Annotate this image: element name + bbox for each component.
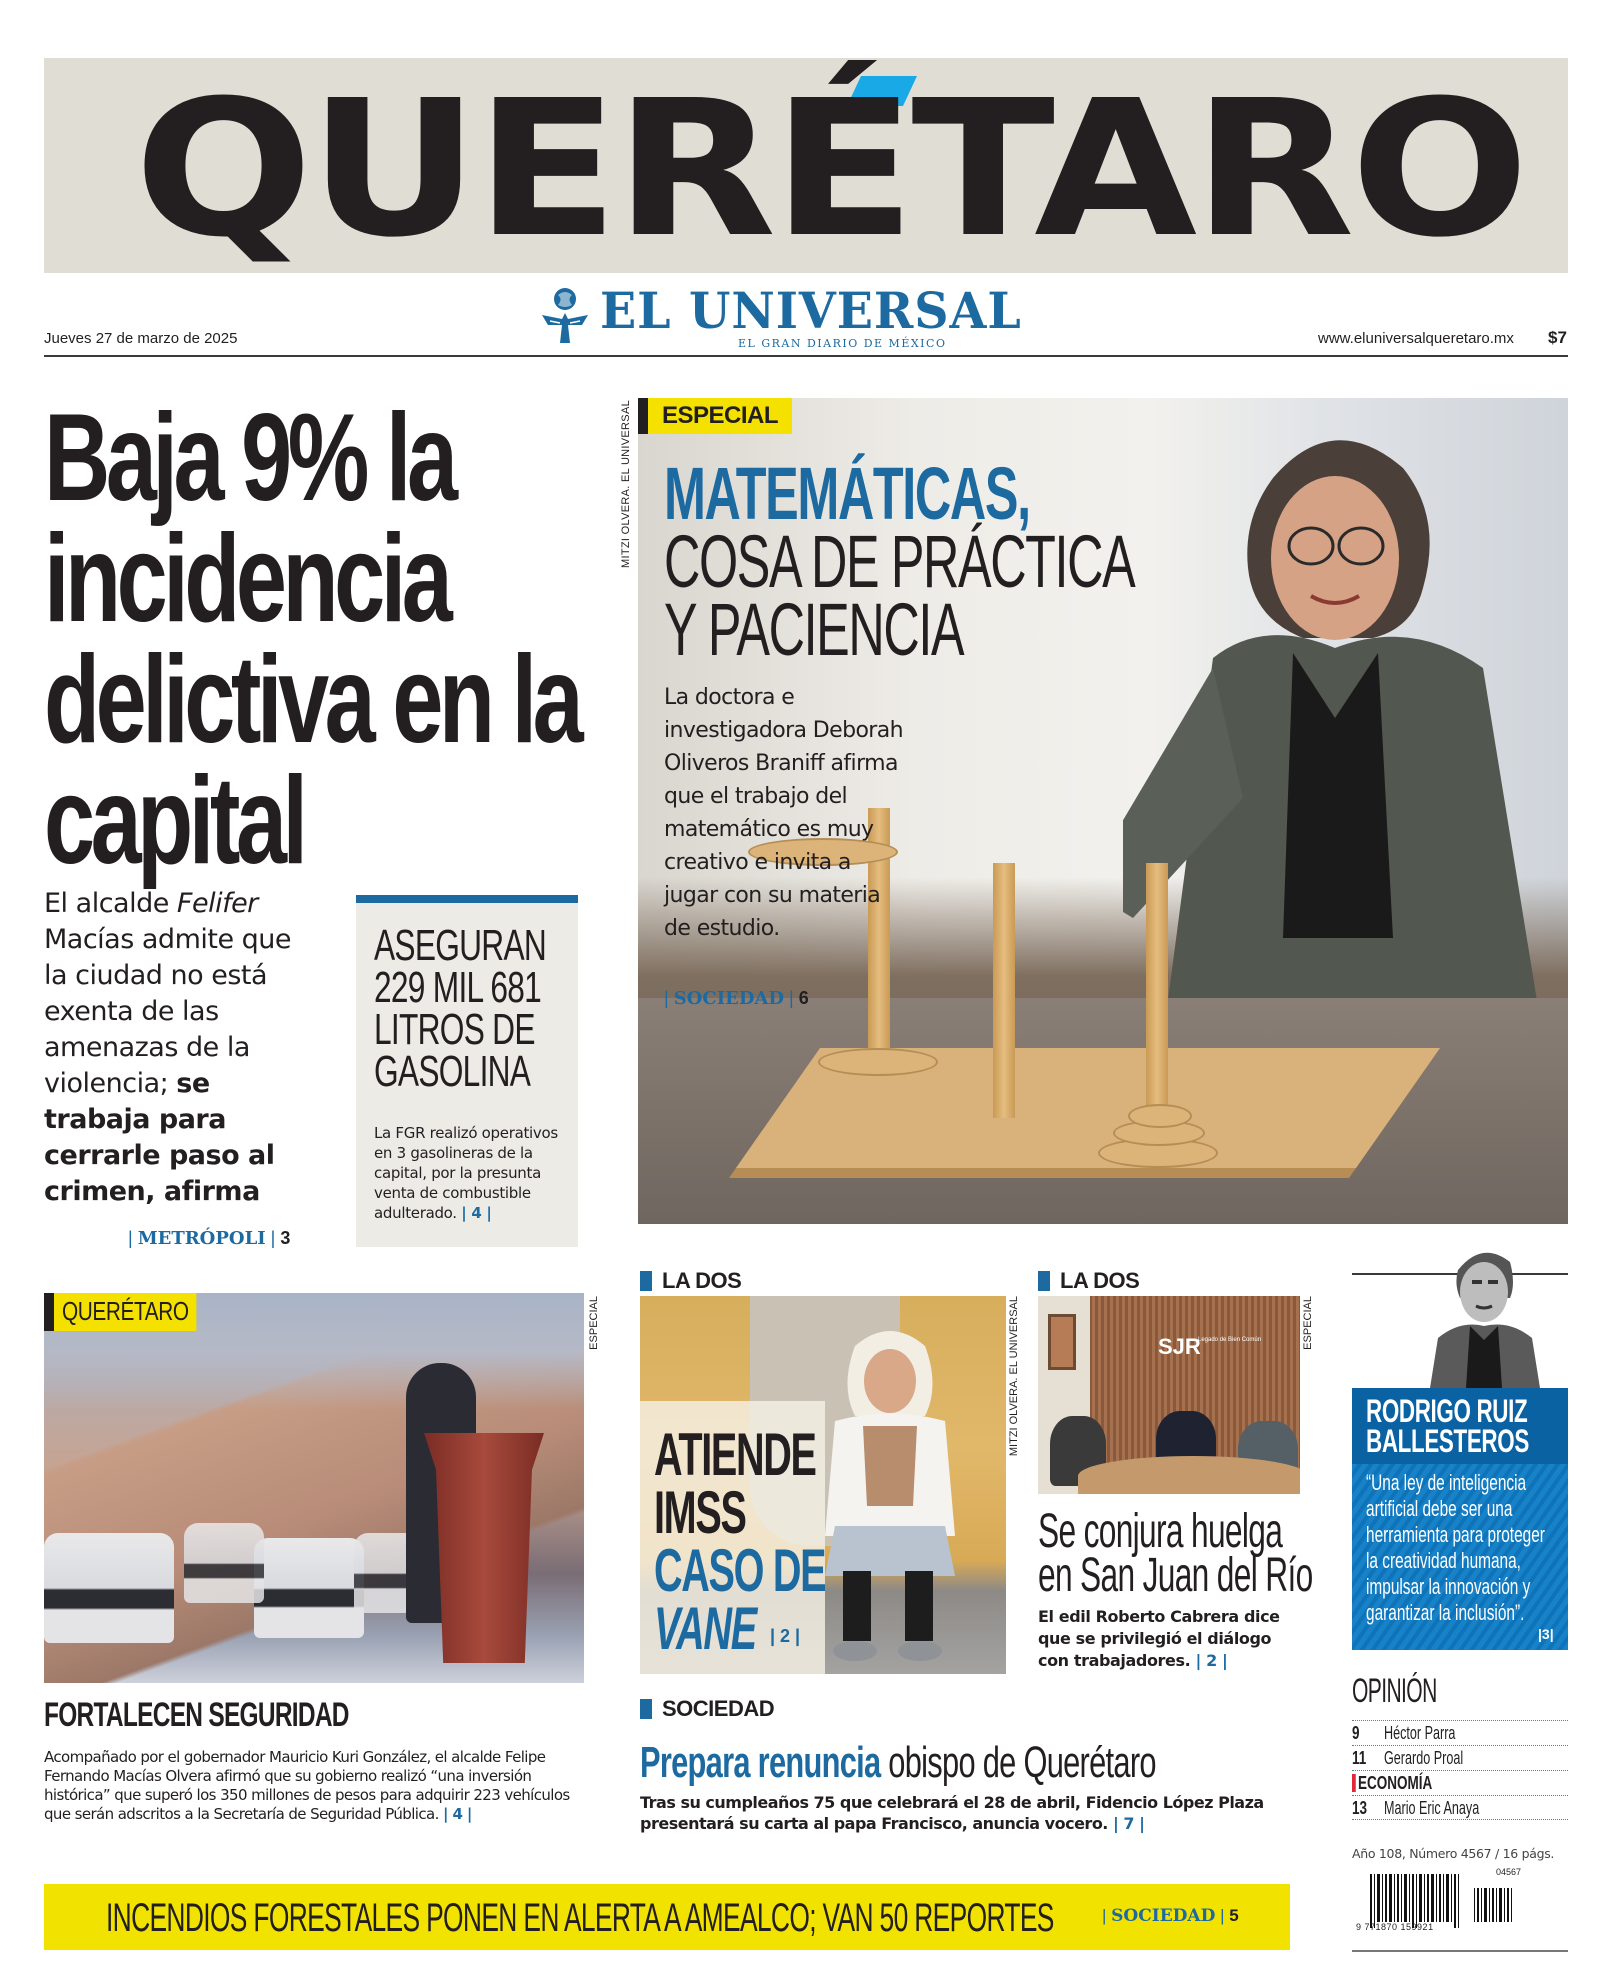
ref-section: SOCIEDAD: [1111, 1906, 1216, 1926]
vane-headline-line: IMSS: [654, 1479, 746, 1546]
opinion-author: Héctor Parra: [1384, 1723, 1456, 1743]
podium: [424, 1433, 544, 1663]
security-body-text: Acompañado por el gobernador Mauricio Kuri González, el alcalde Felipe Fernando Macías Olvera afirmó que su gobierno realizó “una inversión histórica” que superó los 350 millones de pesos para adquirir 223 vehículos que serán adscritos a la Secretaría de Seguridad Pública.: [44, 1748, 570, 1823]
feature-headline-blue: MATEMÁTICAS,: [664, 452, 1030, 535]
tag-bar: [44, 1293, 54, 1331]
footer-divider: [1352, 1950, 1568, 1952]
pipe: |: [784, 988, 799, 1008]
obispo-headline[interactable]: [640, 1738, 1156, 1788]
vane-headline-line: CASO DE: [654, 1537, 826, 1604]
especial-tag: [638, 398, 792, 434]
feature-headline-line: Y PACIENCIA: [664, 588, 964, 671]
columnist-portrait: [1420, 1240, 1550, 1388]
pipe: |: [128, 1228, 138, 1248]
tag-label: QUERÉTARO: [54, 1293, 197, 1331]
section-label-text: ECONOMÍA: [1358, 1773, 1433, 1793]
security-headline[interactable]: FORTALECEN SEGURIDAD: [44, 1696, 349, 1734]
lead-deck-text: Macías admite que la ciudad no está exenta de las amenazas de la violencia;: [44, 924, 292, 1099]
sjr-meeting-photo[interactable]: [1038, 1296, 1300, 1494]
lead-deck: [44, 886, 304, 1210]
barcode-addon: 04567: [1496, 1867, 1522, 1877]
opinion-page: 13: [1352, 1797, 1368, 1818]
gasoline-body: [374, 1123, 574, 1223]
picture-frame: [1048, 1314, 1076, 1370]
sjr-logo: SJR: [1158, 1334, 1201, 1359]
price: $7: [1548, 328, 1567, 347]
columnist-box[interactable]: [1352, 1388, 1568, 1650]
sjr-logo-subtitle: Legado de Bien Común: [1198, 1337, 1262, 1343]
patrol-car: [184, 1523, 264, 1603]
brand-tagline: EL GRAN DIARIO DE MÉXICO: [738, 337, 947, 350]
fire-alert-banner[interactable]: [44, 1884, 1290, 1950]
researcher-photo-figure: [1123, 418, 1543, 1038]
security-page-ref[interactable]: | 4 |: [442, 1805, 472, 1823]
ref-page: 6: [798, 988, 809, 1008]
hanoi-disk: [818, 1048, 938, 1076]
lead-page-ref[interactable]: [128, 1228, 290, 1249]
sjr-deck-text: El edil Roberto Cabrera dice que se privilegió el diálogo con trabajadores.: [1038, 1607, 1280, 1670]
gasoline-body-text: La FGR realizó operativos en 3 gasolineras de la capital, por la presunta venta de combustible adulterado.: [374, 1124, 558, 1222]
opinion-row[interactable]: [1352, 1795, 1568, 1820]
opinion-index: [1352, 1720, 1568, 1820]
feature-headline[interactable]: [664, 452, 1140, 671]
vane-headline-line: ATIENDE: [654, 1421, 816, 1488]
security-event-photo[interactable]: [44, 1293, 584, 1683]
photo-credit: ESPECIAL: [588, 1296, 600, 1350]
obispo-headline-blue: Prepara renuncia: [640, 1738, 881, 1787]
hanoi-peg: [993, 863, 1015, 1118]
opinion-row[interactable]: [1352, 1720, 1568, 1745]
obispo-page-ref[interactable]: | 7 |: [1112, 1814, 1145, 1833]
pipe: |: [265, 1228, 281, 1248]
section-square-icon: [640, 1271, 652, 1291]
ref-section: METRÓPOLI: [137, 1228, 266, 1249]
sjr-headline[interactable]: Se conjura huelga en San Juan del Río: [1038, 1505, 1313, 1602]
brand-logo[interactable]: [538, 281, 1078, 353]
feature-deck: La doctora e investigadora Deborah Oliveros Braniff afirma que el trabajo del matemático es muy creativo e invita a jugar con su materia de estudio.: [664, 685, 903, 941]
obispo-deck-text: Tras su cumpleaños 75 que celebrará el 28 de abril, Fidencio López Plaza presentará su carta al papa Francisco, anuncia vocero.: [640, 1793, 1264, 1833]
pipe: |: [1215, 1906, 1230, 1925]
issue-date: Jueves 27 de marzo de 2025: [44, 330, 238, 347]
lead-headline[interactable]: Baja 9% la incidencia delictiva en la capital: [44, 389, 580, 890]
photo-credit: ESPECIAL: [1302, 1296, 1314, 1350]
patrol-car: [254, 1538, 364, 1638]
columnist-name: RODRIGO RUIZ BALLESTEROS: [1366, 1393, 1529, 1459]
banner-headline: INCENDIOS FORESTALES PONEN EN ALERTA A AMEALCO; VAN 50 REPORTES: [106, 1896, 1054, 1940]
gasoline-page-ref: | 4 |: [461, 1204, 492, 1222]
section-marker-icon: [1352, 1774, 1356, 1792]
banner-page-ref: [1102, 1906, 1239, 1926]
obispo-deck: [640, 1792, 1280, 1834]
barcode-icon: [1362, 1870, 1532, 1930]
feature-headline-line: COSA DE PRÁCTICA: [664, 520, 1135, 603]
pipe: |: [1102, 1906, 1112, 1925]
lead-deck-text: El alcalde: [44, 888, 177, 919]
gasoline-headline: ASEGURAN 229 MIL 681 LITROS DE GASOLINA: [374, 921, 547, 1096]
columnist-quote: “Una ley de inteligencia artificial debe ser una herramienta para proteger la creatividad humana, impulsar la innovación y garantizar la inclusión”.: [1366, 1470, 1545, 1625]
security-body: [44, 1748, 584, 1824]
vane-headline[interactable]: [654, 1421, 852, 1662]
feature-photo[interactable]: [638, 398, 1568, 1224]
obispo-headline-rest: obispo de Querétaro: [880, 1738, 1156, 1787]
masthead-title: QUERÉTARO: [134, 60, 1525, 273]
section-label-la-dos: [1038, 1268, 1139, 1294]
ref-page: 5: [1229, 1906, 1239, 1925]
section-label-sociedad: [640, 1696, 774, 1722]
section-label-economia: [1352, 1772, 1432, 1794]
opinion-section-row: [1352, 1770, 1568, 1795]
conference-table: [1078, 1456, 1300, 1494]
header-divider: [44, 355, 1568, 357]
website-link[interactable]: www.eluniversalqueretaro.mx: [1318, 330, 1514, 347]
patrol-car: [44, 1533, 174, 1643]
columnist-page-ref: |3|: [1538, 1626, 1554, 1642]
vane-headline-line: VANE: [654, 1595, 756, 1662]
photo-credit: MITZI OLVERA. EL UNIVERSAL: [1008, 1296, 1020, 1457]
gasoline-sidebar[interactable]: [356, 895, 578, 1247]
opinion-row[interactable]: [1352, 1745, 1568, 1770]
opinion-title: OPINIÓN: [1352, 1672, 1437, 1710]
sjr-page-ref[interactable]: | 2 |: [1195, 1651, 1228, 1670]
brand-name: EL UNIVERSAL: [600, 281, 1022, 340]
masthead: [44, 58, 1568, 273]
section-square-icon: [640, 1699, 652, 1719]
eagle-globe-icon: [538, 285, 592, 347]
vane-photo[interactable]: [640, 1296, 1006, 1674]
opinion-author: Gerardo Proal: [1384, 1748, 1464, 1768]
barcode-digits: 9 771870 159921: [1356, 1922, 1434, 1932]
section-label-text: LA DOS: [1060, 1268, 1140, 1293]
lead-deck-bold: se trabaja para cerrarle paso al crimen, afirma: [44, 1068, 275, 1207]
opinion-author: Mario Eric Anaya: [1384, 1797, 1480, 1818]
lead-deck-italic: Felifer: [176, 888, 258, 919]
photo-credit: MITZI OLVERA. EL UNIVERSAL: [620, 400, 632, 568]
tag-label: ESPECIAL: [648, 398, 792, 434]
vane-page-ref[interactable]: | 2 |: [770, 1626, 801, 1646]
queretaro-tag: [44, 1293, 232, 1331]
sjr-deck: [1038, 1606, 1302, 1672]
pipe: |: [664, 988, 674, 1008]
section-label-text: SOCIEDAD: [662, 1696, 775, 1721]
opinion-page: 11: [1352, 1748, 1367, 1768]
hanoi-disk: [1128, 1104, 1192, 1128]
issue-info: Año 108, Número 4567 / 16 págs.: [1352, 1846, 1555, 1861]
tag-bar: [638, 398, 648, 434]
opinion-page: 9: [1352, 1723, 1360, 1743]
ref-section: SOCIEDAD: [673, 988, 785, 1009]
feature-page-ref[interactable]: [664, 988, 809, 1009]
ref-page: 3: [280, 1228, 291, 1248]
section-label-text: LA DOS: [662, 1268, 742, 1293]
section-square-icon: [1038, 1271, 1050, 1291]
section-label-la-dos: [640, 1268, 741, 1294]
